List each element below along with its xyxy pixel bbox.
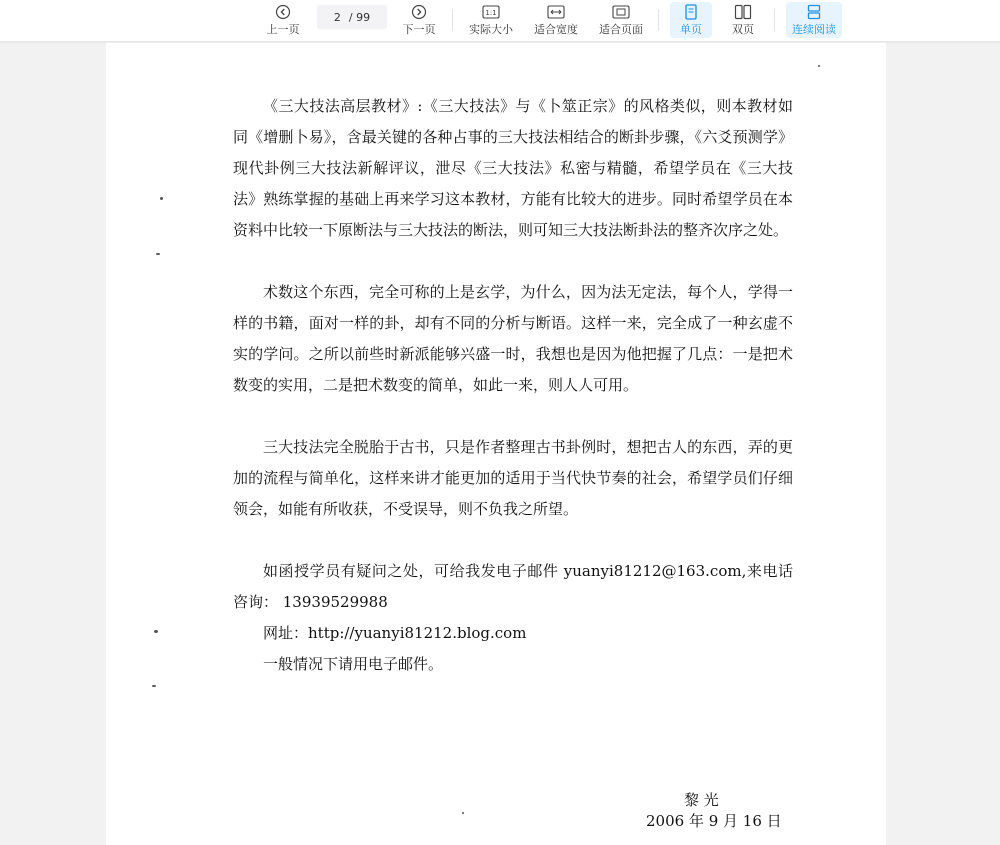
- document-body: [233, 91, 793, 680]
- prev-page-label: 上一页: [266, 23, 300, 36]
- document-date: 2006 年 9 月 16 日: [646, 812, 782, 830]
- continuous-scroll-icon: [807, 3, 821, 21]
- scan-speck: [160, 197, 163, 200]
- scan-speck: [818, 65, 820, 67]
- fit-width-button[interactable]: [530, 2, 582, 38]
- double-page-button[interactable]: [722, 2, 764, 38]
- fit-page-icon: [612, 3, 630, 21]
- prev-page-button[interactable]: [262, 2, 304, 38]
- next-page-button[interactable]: [398, 2, 440, 38]
- toolbar-divider: [774, 9, 775, 31]
- actual-size-button[interactable]: [465, 2, 517, 38]
- scan-speck: [154, 630, 158, 633]
- single-page-button[interactable]: [670, 2, 712, 38]
- paragraph-divination: 术数这个东西，完全可称的上是玄学，为什么，因为法无定法，每个人，学得一样的书籍，面对一样的卦，却有不同的分析与断语。这样一来，完全成了一种玄虚不实的学问。之所以前些时新派能够兴盛一时，我想也是因为他把握了几点：一是把术数变的实用，二是把术数变的简单，如此一来，则人人可用。: [233, 283, 793, 394]
- scan-speck: [462, 812, 464, 814]
- paragraph-intro: 《三大技法高层教材》:《三大技法》与《卜筮正宗》的风格类似，则本教材如同《增删卜易》，含最关键的各种占事的三大技法相结合的断卦步骤，《六爻预测学》现代卦例三大技法新解评议，泄尽《三大技法》私密与精髓，希望学员在《三大技法》熟练掌握的基础上再来学习这本教材，方能有比较大的进步。同时希望学员在本资料中比较一下原断法与三大技法的断法，则可知三大技法断卦法的整齐次序之处。: [233, 97, 793, 239]
- total-pages: / 99: [348, 10, 371, 24]
- scan-speck: [156, 253, 160, 255]
- author-signature: 黎 光: [684, 791, 719, 809]
- single-page-label: 单页: [680, 23, 702, 36]
- document-page: [106, 43, 886, 845]
- current-page[interactable]: 2: [333, 10, 341, 24]
- actual-size-icon: [482, 3, 500, 21]
- website-line: 网址：http://yuanyi81212.blog.com: [263, 624, 527, 642]
- next-page-label: 下一页: [402, 23, 436, 36]
- fit-page-button[interactable]: [595, 2, 647, 38]
- chevron-right-circle-icon: [411, 3, 427, 21]
- reader-toolbar: [0, 0, 1000, 42]
- actual-size-label: 实际大小: [469, 23, 513, 36]
- email-note: 一般情况下请用电子邮件。: [263, 655, 444, 673]
- fit-width-label: 适合宽度: [534, 23, 578, 36]
- continuous-read-label: 连续阅读: [792, 23, 836, 36]
- toolbar-divider: [658, 9, 659, 31]
- single-page-icon: [684, 3, 698, 21]
- page-number-input[interactable]: [317, 5, 387, 29]
- chevron-left-circle-icon: [275, 3, 291, 21]
- continuous-read-button[interactable]: [786, 2, 842, 38]
- paragraph-contact: 如函授学员有疑问之处，可给我发电子邮件 yuanyi81212@163.com,来电话咨询： 13939529988: [233, 562, 793, 611]
- paragraph-methods: 三大技法完全脱胎于古书，只是作者整理古书卦例时，想把古人的东西，弄的更加的流程与简单化，这样来讲才能更加的适用于当代快节奏的社会，希望学员们仔细领会，如能有所收获，不受误导，则不负我之所望。: [233, 438, 793, 518]
- scan-speck: [152, 685, 156, 687]
- toolbar-divider: [452, 9, 453, 31]
- svg-text:1:1: 1:1: [485, 9, 497, 17]
- fit-width-icon: [547, 3, 565, 21]
- double-page-label: 双页: [732, 23, 754, 36]
- double-page-icon: [734, 3, 752, 21]
- fit-page-label: 适合页面: [599, 23, 643, 36]
